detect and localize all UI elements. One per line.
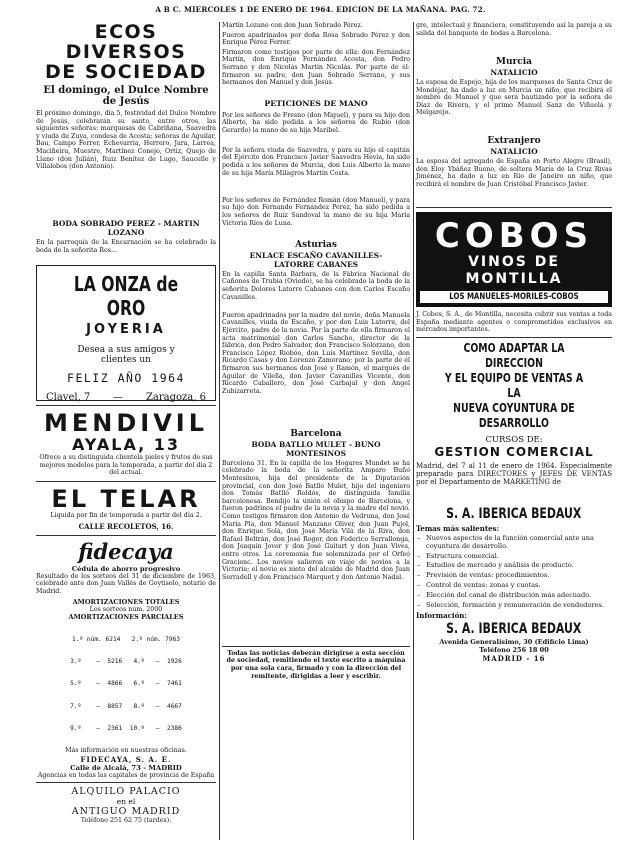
column-left	[36, 22, 216, 842]
subheadline: NATALICIO	[490, 68, 538, 77]
draw-row: 3.º — 5216 4.º — 1926	[70, 658, 182, 666]
article-text: La esposa de Espejo, hija de los marqueses de Santa Cruz de Mondéjar, ha dado a luz en Murcia un niño, que recibirá el nombre de Manuel y que será bautizado por la señora de Díaz de Rivera, y el primo Manuel Sanz de Viñuela y Melgarejo.	[416, 79, 612, 117]
course-topics	[416, 535, 612, 609]
article-text: La esposa del agregado de España en Porto Alegre (Brasil), don Eloy Ybáñez Bueno, de soltera María de la Cruz Rivas Jiménez, ha dado a luz en Río de Janeiro un niño, que recibirá el nombre de Juan Cristóbal Francisco Javier.	[416, 158, 612, 188]
ad-phone: Teléfono 256 18 00	[479, 646, 549, 655]
draw-row: 5.º — 4866 6.º — 7461	[70, 680, 182, 688]
ad-text: Información:	[416, 611, 467, 621]
article-text: Martín Lozano con don Juan Sobrado Pérez.	[222, 22, 363, 29]
ad-text: Más información en nuestras oficinas.	[65, 747, 187, 755]
ad-title: NUEVA COYUNTURA DE	[453, 401, 575, 415]
headline: El domingo, el Dulce Nombre	[43, 85, 209, 96]
ad-address	[42, 392, 210, 403]
address-right: Zaragoza, 6	[145, 392, 206, 403]
article-text: Firmaron como testigos por parte de ella: don Fernández Martín, don Enrique Fernández Acosta, don Pedro Serrano y don Nicolás Martín Nicolás. Por parte de él: firmaron su padre, don Juan Sobrado Serrano, y sus hermanos don Manuel y don Jesús.	[222, 48, 410, 87]
article-text: Por los señores de Fernández Román (don Manuel), y para su hijo don Fernando Fernández Pérez, ha sido pedida a los señores de Ruiz Sandoval la mano de su hija María Victoria Ríos de Luna.	[222, 196, 410, 227]
ad-title: COMO ADAPTAR LA DIRECCION	[463, 341, 565, 370]
ad-greeting: FELIZ AÑO 1964	[67, 371, 185, 385]
section-title: DE SOCIEDAD	[45, 61, 207, 83]
section-heading: Extranjero	[487, 136, 541, 146]
subheadline: NATALICIO	[490, 147, 538, 156]
article-text: Por los señores de Fresno (don Miguel), y para su hijo don Alberto, ha sido pedida a los señores de Rubio (don Gerardo) la mano de su hija Maribel.	[222, 111, 410, 134]
ad-text: Ofrece a su distinguida clientela pieles y frutos de sus mejores modelos para la temporada, a partir del día 2 del actual.	[39, 454, 213, 477]
ad-el-telar	[36, 486, 216, 531]
ad-city: MADRID - 16	[482, 654, 546, 664]
section-heading: Barcelona	[290, 428, 342, 439]
article-text: Por la señora viuda de Saavedra, y para su hijo el capitán del Ejército don Francisco Javier Saavedra Hevia, ha sido pedida a los señores de Murcia, don Luis Alberto la mano de su hija María Milagros Martín Costa.	[222, 146, 410, 177]
ad-course-bedaux	[416, 341, 612, 663]
ad-title: DESARROLLO	[478, 416, 550, 430]
ad-title: ALQUILO PALACIO	[71, 786, 181, 798]
list-item: – Estructura comercial.	[416, 553, 612, 561]
article-text: gre, intelectual y financiera, constituyendo así la pareja a su salida del banquete de bodas a Barcelona.	[416, 22, 612, 37]
ad-address: Calle de Alcalá, 73 - MADRID	[70, 763, 182, 772]
ad-text: CURSOS DE:	[485, 435, 543, 445]
list-item: – Selección, formación y remuneración de vendedores.	[416, 602, 612, 610]
column-divider	[413, 22, 414, 840]
page-header: A B C. MIERCOLES 1 DE ENERO DE 1964. EDICION DE LA MAÑANA. PAG. 72.	[155, 5, 486, 14]
ad-phone: Teléfono 251 62 75 (tardes).	[80, 817, 172, 825]
ad-text: Agencias en todas las capitales de provincia de España	[37, 771, 215, 779]
subheadline: BODA BATLLO MULET - BUNO	[251, 439, 381, 449]
draw-row: 9.º — 2361 10.º — 2386	[70, 724, 182, 732]
ad-text: Temas más salientes:	[416, 524, 500, 533]
ad-company: S. A. IBERICA BEDAUX	[446, 506, 582, 522]
ad-text: AMORTIZACIONES TOTALES	[72, 597, 180, 606]
subheadline: ENLACE ESCAÑO CAVANILLES-	[249, 250, 383, 260]
subheadline: LATORRE CABANES	[273, 259, 359, 269]
section-heading: Murcia	[496, 57, 532, 67]
ad-cobos	[416, 212, 612, 307]
column-divider	[219, 22, 220, 840]
article-text: Fueron apadrinados por la madre del novio, doña Manuela Cavanilles, viuda de Escaño, y por don Luis Latorre, del Ejército, padre de la novia. Por la parte de ella firmaron el acta matrimonial don Carlos Sancho, director de la fábrica, don Pedro Salvador, don Francisco Solórzano, don Francisco López Riobóo, don Luis Martínez Sevilla, don Ricardo Casas y don Lorenzo Zamorano; por la parte de él firmaron sus hermanos don José y Ramón, el marqués de Aguilar de Vileña, don Javier Cavanilles Vicente, don Ricardo Caballero, don José Carbajal y don Angel Zubizarreta.	[222, 311, 410, 395]
ad-la-onza-de-oro	[36, 265, 216, 401]
subheadline: LOZANO	[107, 228, 145, 237]
ad-text: en el	[116, 797, 136, 807]
ad-address: Avenida Generalísimo, 30 (Edificio Lima)	[439, 638, 589, 647]
ad-alquilo-palacio	[36, 786, 216, 825]
address-left: Clavel, 7	[46, 392, 91, 403]
list-item: – Elección del canal de distribución más adecuado.	[416, 592, 612, 600]
ad-subtitle: JOYERIA	[86, 322, 166, 337]
section-heading: Asturias	[295, 239, 337, 250]
list-item: – Previsión de ventas: procedimientos.	[416, 572, 612, 580]
ad-address: CALLE RECOLETOS, 16.	[78, 521, 174, 531]
ad-brands: LOS MANUELES-MORILES-COBOS	[420, 291, 608, 303]
ad-company: S. A. IBERICA BEDAUX	[446, 621, 582, 638]
ad-text: Resultado de los sorteos del 31 de diciembre de 1963, celebrado ante don Juan Vallés de Goytisolo, notario de Madrid.	[36, 572, 216, 595]
ad-text: Los sorteos núm. 2000	[89, 605, 163, 613]
list-item: – Nuevos aspectos de la función comercial ante una coyuntura de desarrollo.	[416, 535, 612, 551]
ad-text: Madrid, del 7 al 11 de enero de 1964. Especialmente preparado para DIRECTORES y JEFES DE VENTAS por el Departamento de MARKETING de	[416, 462, 612, 487]
ad-text: Cédula de ahorro progresivo	[71, 564, 181, 573]
article-text: Barcelona 31. En la capilla de los Hogares Mundet se ha celebrado la boda de la señorita Amparo Buñó Montesinos, hija del presidente de la Diputación provincial, con don José Batlló Mulet, hijo del ingeniero don Tomás Batlló Roldós, de distinguida familia barcelonesa. Bendijo la unión el obispo de Barcelona, y fueron padrinos el padre de la novia y la madre del novio. Como testigos firmaron don Antonio de Vedruna, don José María Pla, don Manuel Manzano Oliver, don Juan Pujol, don Enrique Solá, don José María Vilá de la Riva, don Rafael Beltrán, don José Roger, don Federico Serrallonga, don Joaquín Jover y don José Guitart y don Juan Vives, entre otros. La ceremonia fue solemnizada por el Orfeó Gracienc. Los novios salieron en viaje de novios a la Victoria; el novio es nieto del alcalde de Madrid don Juan Serradell y don Francisco Marquet y don Antonio Nadal.	[222, 459, 410, 581]
ad-title: ANTIGUO MADRID	[71, 806, 181, 818]
ad-company: FIDECAYA, S. A. E.	[80, 754, 172, 764]
headline: de Jesús	[102, 96, 150, 107]
ad-text: AMORTIZACIONES PARCIALES	[68, 613, 184, 622]
column-middle	[222, 22, 410, 842]
list-item: – Estudios de mercado y análisis de producto.	[416, 562, 612, 570]
ad-subtitle: AYALA, 13	[71, 435, 181, 454]
ad-text: Desea a sus amigos y	[77, 345, 175, 355]
ad-title: EL TELAR	[51, 485, 201, 513]
ad-title: MENDIVIL	[43, 409, 208, 437]
editorial-note: Todas las noticias deberán dirigirse a esta sección de sociedad, remitiendo el texto escrito a máquina por una sola cara, firmado y con la dirección del remitente, dirigidas a leer y escribir.	[226, 649, 406, 680]
cobos-logo: COBOS	[434, 216, 594, 256]
ad-title: Y EL EQUIPO DE VENTAS A LA	[444, 371, 584, 400]
article-text: Fueron apadrinados por doña Rosa Sobrado Pérez y don Enrique Pérez Ferrer.	[222, 31, 410, 47]
ad-text: clientes un	[101, 355, 151, 365]
draw-row: 1.º núm. 6214 2.º núm. 7963	[71, 636, 181, 643]
column-right	[416, 22, 612, 842]
section-title: ECOS DIVERSOS	[65, 21, 187, 63]
article-text: En la capilla Santa Bárbara, de la Fábrica Nacional de Cañones de Trubia (Oviedo), se ha celebrado la boda de la señorita Dolores Latorre Cabanes con don Carlos Escaño Cavanilles.	[222, 270, 410, 301]
subheadline: BODA SOBRADO PEREZ - MARTIN	[52, 219, 200, 228]
ad-fidecaya	[36, 539, 216, 780]
ad-subtitle: VINOS DE MONTILLA	[465, 254, 563, 287]
subheadline: PETICIONES DE MANO	[264, 98, 368, 108]
draw-row: 7.º — 8857 8.º — 4667	[70, 702, 182, 710]
draw-results	[36, 621, 216, 747]
list-item: – Control de ventas: zonas y cuotas.	[416, 582, 612, 590]
ad-mendivil	[36, 410, 216, 477]
address-separator: —	[113, 392, 124, 403]
article-text: En la parroquia de la Encarnación se ha celebrado la boda de la señorita Ros...	[36, 239, 216, 254]
fidecaya-logo: fidecaya	[78, 538, 174, 564]
ad-title: GESTION COMERCIAL	[434, 445, 594, 459]
ad-text: J. Cobos, S. A., de Montilla, necesita cubrir sus ventas a toda España mediante agentes o comprometidos exclusivos en mercados importantes.	[416, 311, 612, 334]
article-text: El próximo domingo, día 5, festividad del Dulce Nombre de Jesús, celebrarán su santo, entre otros, las siguientes señoras: marquesas de Cabriñana, Saavedra y viuda de Zuya, condesa de Acosta; señoras de Aguilar, Bau, Campo Ferrer, Echevarría, Herrero, Jara, Larrea, Maciñeira, Muestre, Martínez Conejo, Ortiz, Quejo de Llano (don Julián), Ruiz Benítez de Lugo, Saucelle y Villalobos (don Antonio).	[36, 110, 216, 171]
ad-text: Liquida por fin de temporada a partir del día 2.	[50, 512, 202, 519]
ad-title: LA ONZA de ORO	[73, 272, 179, 320]
subheadline: MONTESINOS	[286, 448, 346, 458]
